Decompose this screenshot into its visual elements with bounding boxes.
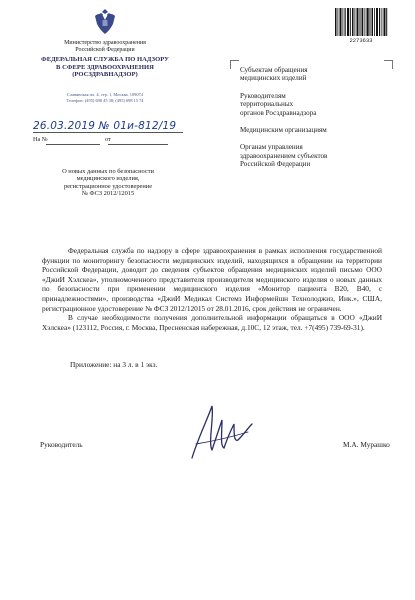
address-bracket-left bbox=[230, 60, 239, 69]
reference-date-line bbox=[108, 144, 168, 145]
from-label: от bbox=[105, 136, 111, 143]
handwritten-signature bbox=[178, 398, 258, 468]
addressee-block: Органам управления здравоохранением субъектов Российской Федерации bbox=[240, 143, 328, 169]
date-underline bbox=[33, 132, 183, 133]
addressee-list bbox=[240, 66, 390, 178]
body-paragraph: Федеральная служба по надзору в сфере здравоохранения в рамках исполнения государственной функции по мониторингу безопасности медицинских изделий, находящихся в обращении на территории Российской Федерации, доводит до сведения субъектов обращения медицинских изделий письмо ООО «ДжиИ Хэлскеа», уполномоченного представителя производителя медицинского изделия о новых данных по безопасности при применении медицинского изделия «Монитор пациента B20, B40, с принадлежностями», производства «ДжиИ Медикал Системз Информейшн Технолоджиз, Инк.», США, регистрационное удостоверение № ФСЗ 2012/12015 от 28.01.2016, срок действия не ограничен. bbox=[42, 246, 382, 313]
barcode-icon bbox=[334, 8, 388, 36]
letter-subject: О новых данных по безопасности медицинского изделия, регистрационное удостоверение № ФСЗ 2012/12015 bbox=[62, 168, 154, 198]
signer-name: М.А. Мурашко bbox=[343, 440, 390, 449]
addressee-block: Медицинским организациям bbox=[240, 126, 327, 135]
body-paragraph: В случае необходимости получения дополнительной информации обращаться в ООО «ДжиИ Хэлскеа» (123112, Россия, г. Москва, Пресненская набережная, д.10С, 12 этаж, тел. +7(495) 739-69-31). bbox=[42, 313, 382, 332]
coat-of-arms-icon bbox=[92, 6, 118, 38]
registration-number: 26.03.2019 № 01и-812/19 bbox=[33, 120, 177, 132]
barcode-number: 2273633 bbox=[349, 37, 373, 44]
signer-title: Руководитель bbox=[40, 440, 83, 449]
addressee-block: Руководителям территориальных органов Росздравнадзора bbox=[240, 91, 317, 117]
reference-number-line bbox=[46, 144, 100, 145]
na-label: На № bbox=[33, 136, 48, 143]
attachment-note: Приложение: на 3 л. в 1 экз. bbox=[70, 360, 158, 369]
agency-name: ФЕДЕРАЛЬНАЯ СЛУЖБА ПО НАДЗОРУ В СФЕРЕ ЗДРАВООХРАНЕНИЯ (РОСЗДРАВНАДЗОР) bbox=[41, 56, 169, 79]
addressee-block: Субъектам обращения медицинских изделий bbox=[240, 66, 308, 83]
ministry-name: Министерство здравоохранения Российской Федерации bbox=[64, 40, 146, 53]
agency-address: Славянская пл. 4, стр. 1, Москва, 109074 Телефон: (495) 698 45 38; (495) 698 15 74 bbox=[66, 92, 144, 103]
letter-body bbox=[42, 246, 382, 332]
